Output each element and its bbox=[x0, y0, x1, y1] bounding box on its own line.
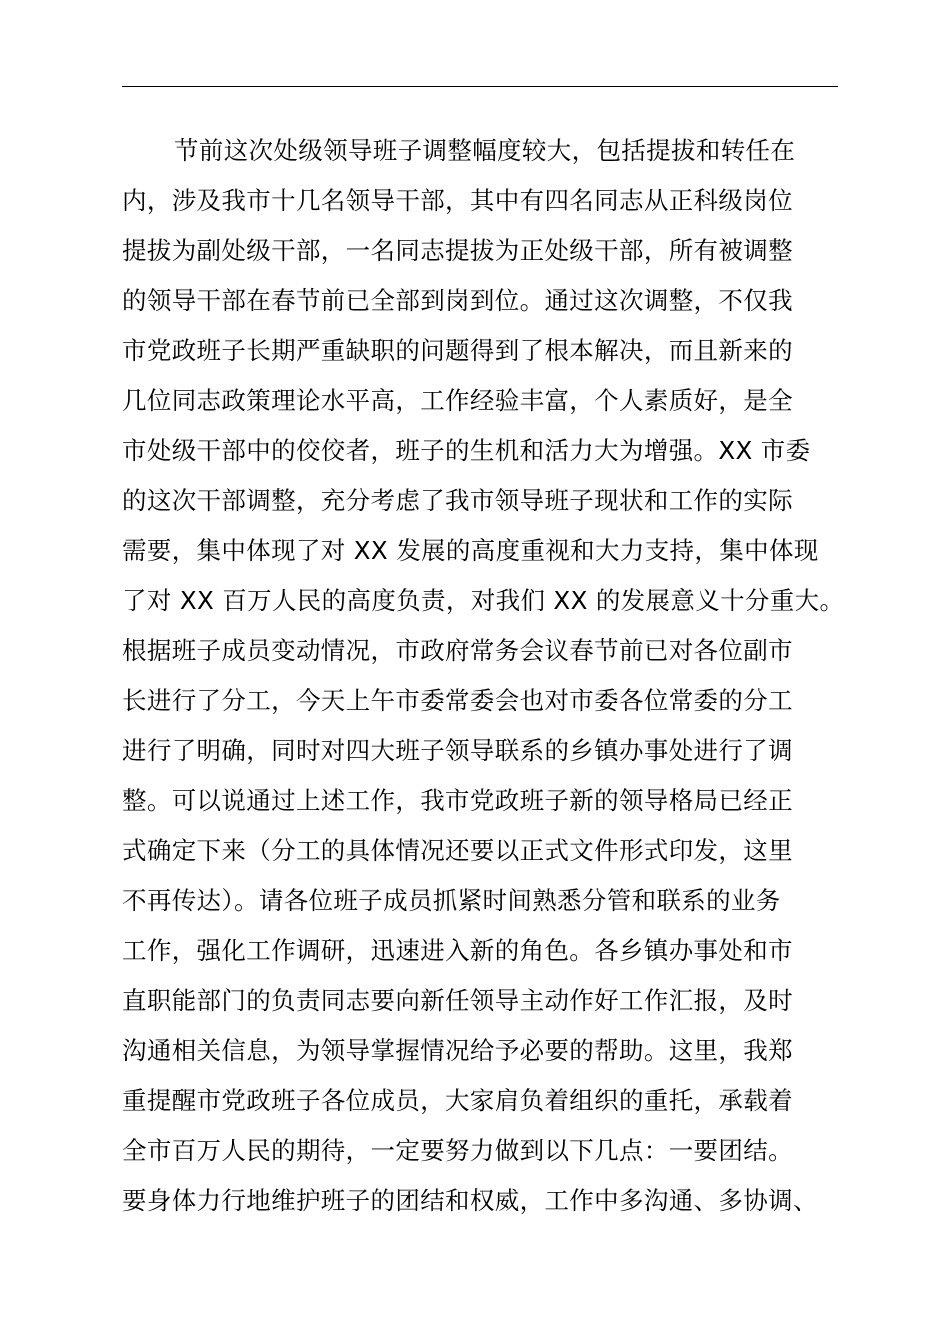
text-line: 不再传达）。请各位班子成员抓紧时间熟悉分管和联系的业务 bbox=[122, 886, 781, 915]
text-line: 的这次干部调整，充分考虑了我市领导班子现状和工作的实际 bbox=[122, 486, 793, 515]
text-line: 内，涉及我市十几名领导干部，其中有四名同志从正科级岗位 bbox=[122, 186, 793, 215]
text-line: 长进行了分工，今天上午市委常委会也对市委各位常委的分工 bbox=[122, 686, 793, 715]
text-line: 整。可以说通过上述工作，我市党政班子新的领导格局已经正 bbox=[122, 786, 793, 815]
body-paragraph bbox=[122, 126, 852, 1226]
text-line: 根据班子成员变动情况，市政府常务会议春节前已对各位副市 bbox=[122, 636, 793, 665]
text-line: 市处级干部中的佼佼者，班子的生机和活力大为增强。XX 市委 bbox=[122, 436, 811, 465]
text-line: 重提醒市党政班子各位成员，大家肩负着组织的重托，承载着 bbox=[122, 1086, 793, 1115]
text-line: 的领导干部在春节前已全部到岗到位。通过这次调整，不仅我 bbox=[122, 286, 793, 315]
text-line: 要身体力行地维护班子的团结和权威，工作中多沟通、多协调、 bbox=[122, 1186, 818, 1215]
text-line: 沟通相关信息，为领导掌握情况给予必要的帮助。这里，我郑 bbox=[122, 1036, 793, 1065]
text-line: 市党政班子长期严重缺职的问题得到了根本解决，而且新来的 bbox=[122, 336, 793, 365]
text-line: 工作，强化工作调研，迅速进入新的角色。各乡镇办事处和市 bbox=[122, 936, 793, 965]
text-line: 节前这次处级领导班子调整幅度较大，包括提拔和转任在 bbox=[174, 136, 796, 165]
text-line: 全市百万人民的期待，一定要努力做到以下几点：一要团结。 bbox=[122, 1136, 793, 1165]
header-rule bbox=[122, 86, 838, 87]
text-line: 式确定下来（分工的具体情况还要以正式文件形式印发，这里 bbox=[122, 836, 793, 865]
text-line: 直职能部门的负责同志要向新任领导主动作好工作汇报，及时 bbox=[122, 986, 793, 1015]
text-line: 几位同志政策理论水平高，工作经验丰富，个人素质好，是全 bbox=[122, 386, 793, 415]
text-line: 进行了明确，同时对四大班子领导联系的乡镇办事处进行了调 bbox=[122, 736, 793, 765]
text-line: 需要，集中体现了对 XX 发展的高度重视和大力支持，集中体现 bbox=[122, 536, 819, 565]
text-line: 提拔为副处级干部，一名同志提拔为正处级干部，所有被调整 bbox=[122, 236, 793, 265]
text-line: 了对 XX 百万人民的高度负责，对我们 XX 的发展意义十分重大。 bbox=[122, 586, 845, 615]
